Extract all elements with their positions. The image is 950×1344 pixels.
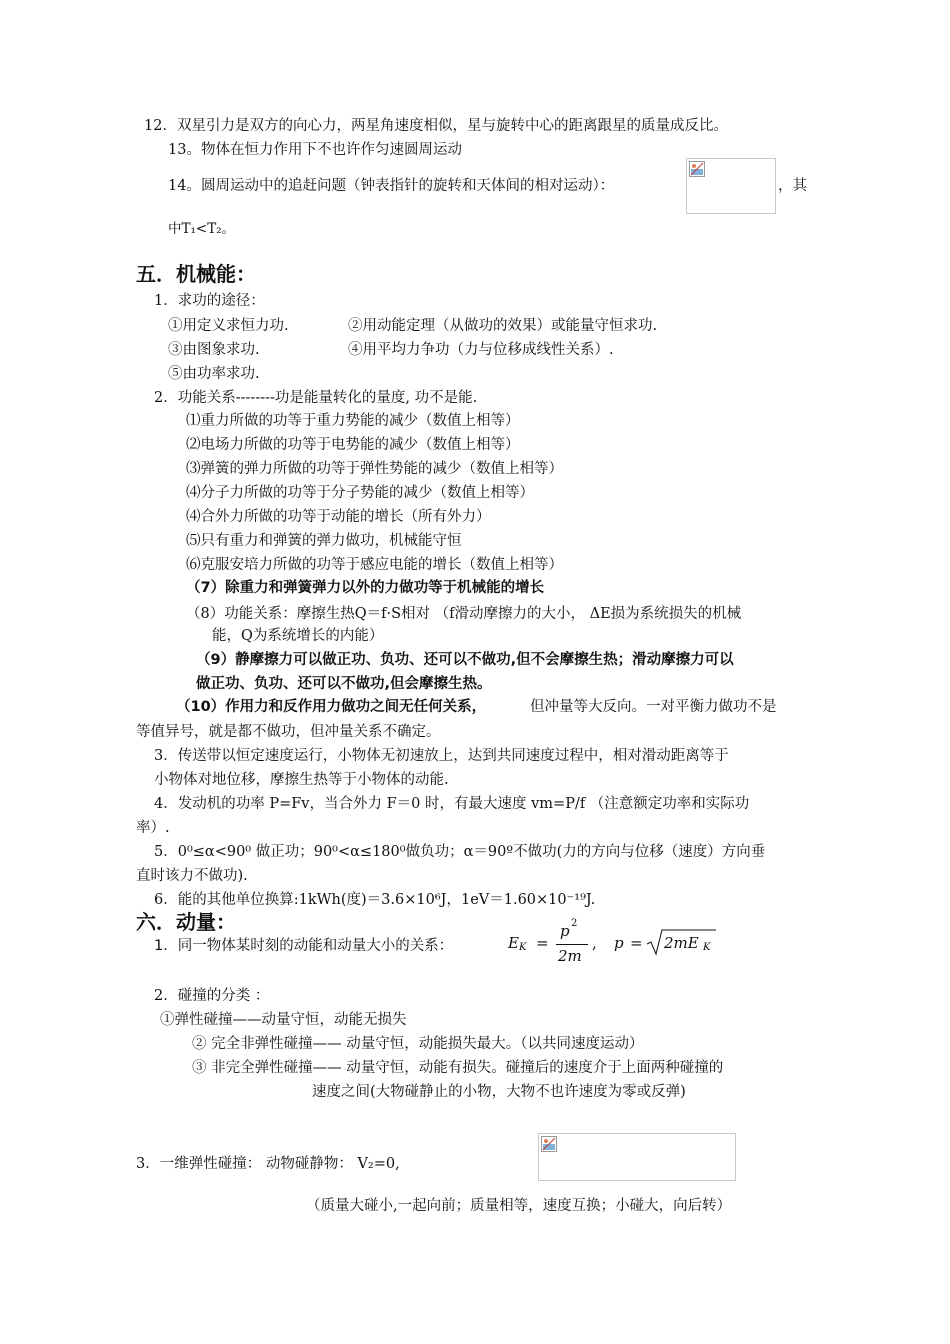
formula-image-placeholder [686,158,776,214]
formula-eq2: = [630,934,643,952]
line-14a: 14。圆周运动中的追赶问题（钟表指针的旋转和天体间的相对运动）： [168,178,615,194]
momentum-2c1: ③ 非完全弹性碰撞—— 动量守恒，动能有损失。碰撞后的速度介于上面两种碰撞的 [192,1060,724,1076]
work-2-8: （7）除重力和弹簧弹力以外的力做功等于机械能的增长 [186,580,545,596]
momentum-2a: ①弹性碰撞——动量守恒，动能无损失 [160,1012,407,1028]
momentum-3: 3．一维弹性碰撞： 动物碰静物： V₂=0, [136,1156,400,1172]
work-1: 1．求功的途径： [154,293,265,309]
work-2-10b: 做正功、负功、还可以不做功,但会摩擦生热。 [196,676,492,692]
elastic-collision-image-placeholder [538,1133,736,1181]
formula-2m: 2m [558,947,582,965]
formula-p2: p [614,934,624,952]
formula-ek: E [508,934,519,952]
work-2-3: ⑶弹簧的弹力所做的功等于弹性势能的减少（数值上相等） [186,461,563,477]
momentum-2c2: 速度之间(大物碰静止的小物，大物不也许速度为零或反弹) [312,1084,686,1100]
broken-image-icon [541,1136,557,1152]
line-14c: 中T₁<T₂。 [168,221,236,237]
momentum-1: 1．同一物体某时刻的动能和动量大小的关系： [154,938,454,954]
line-13: 13。物体在恒力作用下不也许作匀速圆周运动 [168,142,462,158]
work-2-10a: （9）静摩擦力可以做正功、负功、还可以不做功,但不会摩擦生热；滑动摩擦力可以 [196,652,734,668]
work-1b: ②用动能定理（从做功的效果）或能量守恒求功. [348,318,658,334]
work-1d: ④用平均力争功（力与位移成线性关系）. [348,342,614,358]
kinetic-energy-formula [506,920,736,970]
work-2-6: ⑸只有重力和弹簧的弹力做功，机械能守恒 [186,533,462,549]
work-1c: ③由图象求功. [168,342,260,358]
work-2-4: ⑷分子力所做的功等于分子势能的减少（数值上相等） [186,485,534,501]
momentum-3b: （质量大碰小,一起向前；质量相等，速度互换；小碰大，向后转） [306,1198,732,1214]
work-5b: 直时该力不做功). [136,868,248,884]
work-2-9a: （8）功能关系：摩擦生热Q＝f·S相对 （f滑动摩擦力的大小， ΔE损为系统损失的机械 [186,606,742,622]
work-1e: ⑤由功率求功. [168,366,260,382]
work-2-11c: 等值异号，就是都不做功，但冲量关系不确定。 [136,724,441,740]
section-6-heading: 六．动量： [136,910,236,934]
work-4a: 4．发动机的功率 P=Fv，当合外力 F＝0 时，有最大速度 vm=P/f （注意额定功率和实际功 [154,796,750,812]
line-12: 12．双星引力是双方的向心力，两星角速度相似，星与旋转中心的距离跟星的质量成反比。 [144,118,728,134]
formula-p-exp: 2 [571,918,578,929]
work-3b: 小物体对地位移，摩擦生热等于小物体的动能. [154,772,449,788]
work-6: 6．能的其他单位换算:1kWh(度)＝3.6×10⁶J，1eV＝1.60×10⁻¹⁹J. [154,892,596,908]
line-14b: ，其 [778,178,807,194]
work-2-11a: （10）作用力和反作用力做功之间无任何关系， [176,699,487,715]
work-2-5: ⑷合外力所做的功等于动能的增长（所有外力） [186,509,491,525]
work-3a: 3．传送带以恒定速度运行，小物体无初速放上，达到共同速度过程中，相对滑动距离等于 [154,748,729,764]
work-4b: 率）. [136,820,170,836]
work-2-1: ⑴重力所做的功等于重力势能的减少（数值上相等） [186,413,520,429]
momentum-2b: ② 完全非弹性碰撞—— 动量守恒，动能损失最大。（以共同速度运动） [192,1036,644,1052]
formula-p: p [560,922,570,940]
work-2: 2．功能关系--------功是能量转化的量度, 功不是能. [154,390,478,406]
formula-root: 2mE [664,934,699,952]
work-5a: 5．0⁰≤α<90⁰ 做正功；90⁰<α≤180⁰做负功；α＝90º不做功(力的方向与位移（速度）方向垂 [154,844,766,860]
broken-image-icon [689,161,705,177]
momentum-2: 2．碰撞的分类 ： [154,988,270,1004]
formula-root-sub: K [703,942,711,953]
fraction-bar [556,944,588,945]
work-2-7: ⑹克服安培力所做的功等于感应电能的增长（数值上相等） [186,557,563,573]
work-2-9b: 能，Q为系统增长的内能） [212,628,384,644]
section-5-heading: 五．机械能： [136,262,256,286]
formula-ek-sub: K [519,942,527,953]
formula-eq: = [536,934,549,952]
work-2-11b: 但冲量等大反向。一对平衡力做功不是 [530,699,777,715]
formula-comma: , [592,934,597,952]
work-1a: ①用定义求恒力功. [168,318,289,334]
work-2-2: ⑵电场力所做的功等于电势能的减少（数值上相等） [186,437,520,453]
